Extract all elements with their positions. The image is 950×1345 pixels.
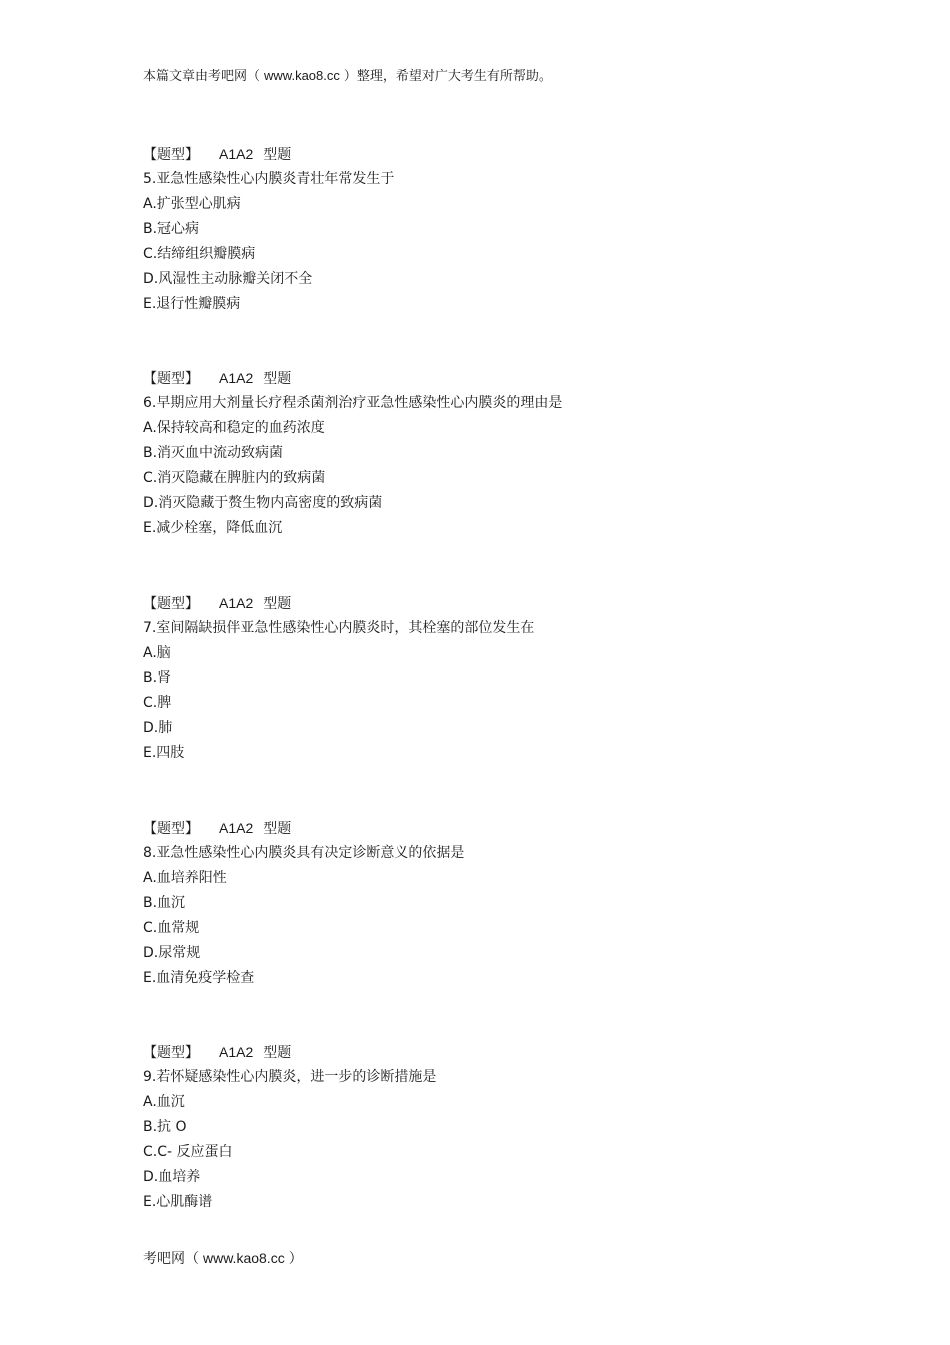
option-a: A.血培养阳性	[143, 870, 227, 886]
footer-site-link[interactable]: www.kao8.cc	[203, 1250, 285, 1266]
question-stem: 8.亚急性感染性心内膜炎具有决定诊断意义的依据是	[143, 845, 465, 861]
option-c: C.C- 反应蛋白	[143, 1144, 233, 1160]
option-c: C.消灭隐藏在脾脏内的致病菌	[143, 470, 326, 486]
footer-suffix: ）	[288, 1251, 303, 1267]
option-e: E.四肢	[143, 745, 185, 761]
option-b: B.消灭血中流动致病菌	[143, 445, 284, 461]
option-b: B.肾	[143, 670, 172, 686]
option-d: D.尿常规	[143, 945, 201, 961]
option-c: C.结缔组织瓣膜病	[143, 246, 256, 262]
header-suffix: ）整理，希望对广大考生有所帮助。	[343, 69, 552, 84]
option-d: D.风湿性主动脉瓣关闭不全	[143, 271, 313, 287]
option-e: E.减少栓塞，降低血沉	[143, 520, 283, 536]
question-type	[143, 590, 843, 616]
option-e: E.退行性瓣膜病	[143, 296, 241, 312]
question-type	[143, 815, 843, 841]
question-stem: 7.室间隔缺损伴亚急性感染性心内膜炎时，其栓塞的部位发生在	[143, 620, 535, 636]
question-type	[143, 1039, 843, 1065]
type-code: A1A2	[219, 595, 254, 611]
option-c: C.脾	[143, 695, 172, 711]
type-label: 【题型】	[143, 147, 199, 163]
type-label: 【题型】	[143, 371, 199, 387]
option-b: B.抗 O	[143, 1119, 187, 1135]
question-stem: 5.亚急性感染性心内膜炎青壮年常发生于	[143, 171, 395, 187]
header-prefix: 本篇文章由考吧网（	[143, 69, 261, 84]
question-type	[143, 365, 843, 391]
header-site-link[interactable]: www.kao8.cc	[264, 68, 340, 83]
type-suffix: 型题	[263, 147, 292, 163]
type-code: A1A2	[219, 370, 254, 386]
option-d: D.消灭隐藏于赘生物内高密度的致病菌	[143, 495, 383, 511]
option-d: D.肺	[143, 720, 173, 736]
option-c: C.血常规	[143, 920, 200, 936]
type-suffix: 型题	[263, 596, 292, 612]
type-label: 【题型】	[143, 1045, 199, 1061]
question-block-5	[143, 141, 843, 317]
footer-note	[143, 1247, 303, 1270]
option-a: A.保持较高和稳定的血药浓度	[143, 420, 325, 436]
question-stem: 9.若怀疑感染性心内膜炎，进一步的诊断措施是	[143, 1069, 437, 1085]
type-suffix: 型题	[263, 821, 292, 837]
option-b: B.冠心病	[143, 221, 200, 237]
option-e: E.心肌酶谱	[143, 1194, 213, 1210]
option-d: D.血培养	[143, 1169, 201, 1185]
type-code: A1A2	[219, 1044, 254, 1060]
option-b: B.血沉	[143, 895, 186, 911]
option-a: A.扩张型心肌病	[143, 196, 241, 212]
type-label: 【题型】	[143, 821, 199, 837]
type-suffix: 型题	[263, 371, 292, 387]
question-type	[143, 141, 843, 167]
type-code: A1A2	[219, 146, 254, 162]
option-e: E.血清免疫学检查	[143, 970, 255, 986]
question-block-8	[143, 815, 843, 991]
header-note	[143, 66, 552, 87]
option-a: A.脑	[143, 645, 171, 661]
question-block-7	[143, 590, 843, 766]
type-label: 【题型】	[143, 596, 199, 612]
option-a: A.血沉	[143, 1094, 185, 1110]
question-block-6	[143, 365, 843, 541]
type-code: A1A2	[219, 820, 254, 836]
footer-prefix: 考吧网（	[143, 1251, 199, 1267]
question-stem: 6.早期应用大剂量长疗程杀菌剂治疗亚急性感染性心内膜炎的理由是	[143, 395, 563, 411]
question-block-9	[143, 1039, 843, 1215]
type-suffix: 型题	[263, 1045, 292, 1061]
